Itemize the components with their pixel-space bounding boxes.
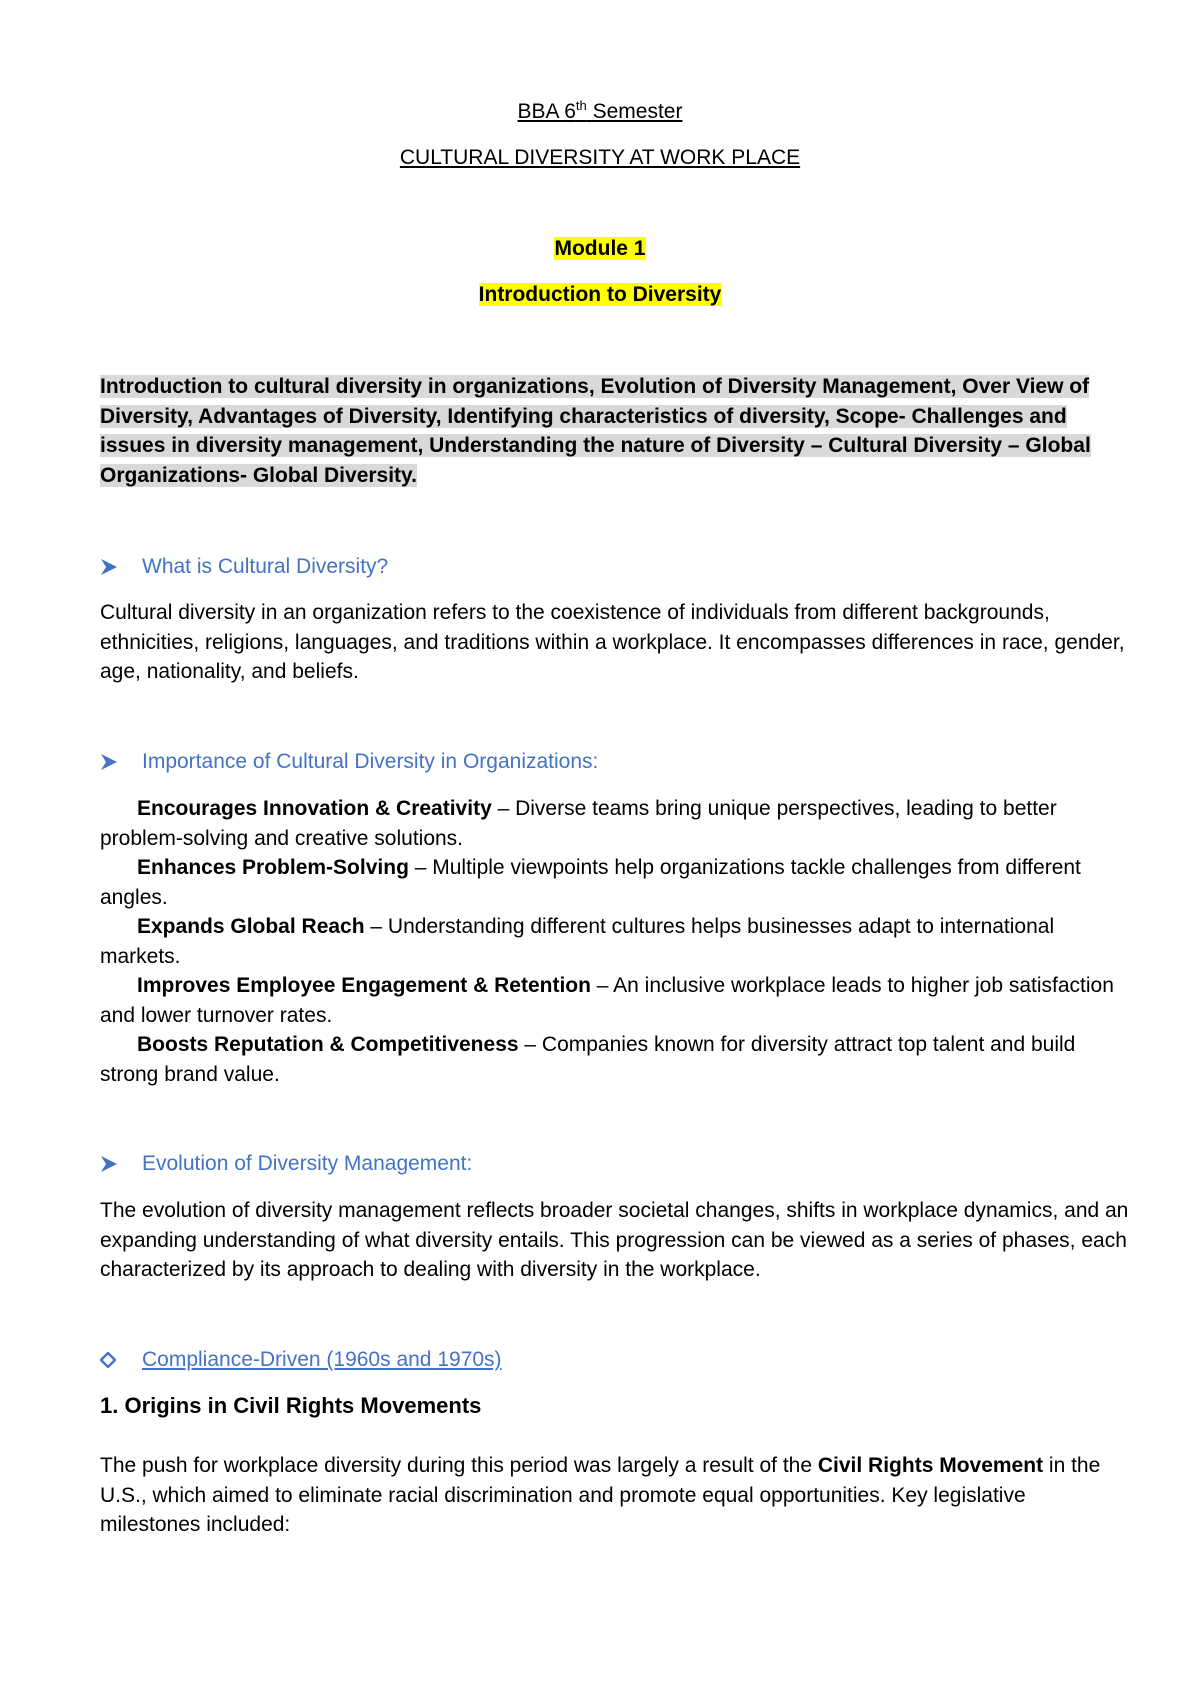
module-title-text: Introduction to Diversity [478, 283, 722, 306]
section-heading-importance [100, 748, 598, 776]
section-heading-what-is [100, 553, 388, 581]
list-item-text: – Understanding different cultures helps businesses adapt to international markets. [100, 915, 1055, 968]
compliance-text-before: The push for workplace diversity during this period was largely a result of the [100, 1454, 818, 1477]
list-item [100, 853, 1130, 912]
module-summary [100, 372, 1120, 490]
section-heading-text: What is Cultural Diversity? [142, 555, 389, 578]
arrow-bullet-icon [100, 753, 118, 771]
list-item-lead: Boosts Reputation & Competitiveness [137, 1033, 519, 1056]
what-is-paragraph: Cultural diversity in an organization refers to the coexistence of individuals from different backgrounds, ethnicities, religions, languages, and traditions within a workplace. It encompasses differences in race, gender, age, nationality, and beliefs. [100, 601, 1125, 683]
module-label [0, 235, 1200, 263]
section-heading-text: Compliance-Driven (1960s and 1970s) [142, 1348, 502, 1371]
section-heading-text: Evolution of Diversity Management: [142, 1152, 473, 1175]
course-title [0, 144, 1200, 172]
list-item-lead: Expands Global Reach [137, 915, 365, 938]
list-item-text: – Multiple viewpoints help organizations tackle challenges from different angles. [100, 856, 1081, 909]
semester-prefix: BBA 6 [517, 100, 576, 123]
compliance-text-after: in the U.S., which aimed to eliminate racial discrimination and promote equal opportunities. Key legislative milestones included: [100, 1454, 1101, 1536]
list-item-lead: Improves Employee Engagement & Retention [137, 974, 591, 997]
arrow-bullet-icon [100, 558, 118, 576]
module-title [0, 281, 1200, 309]
arrow-bullet-icon [100, 1155, 118, 1173]
list-item [100, 794, 1130, 853]
course-title-text: CULTURAL DIVERSITY AT WORK PLACE [399, 146, 801, 169]
list-item-lead: Enhances Problem-Solving [137, 856, 409, 879]
list-item [100, 1030, 1130, 1089]
compliance-text-bold: Civil Rights Movement [817, 1454, 1044, 1477]
diamond-bullet-icon [100, 1352, 116, 1368]
section-heading-compliance [100, 1346, 502, 1374]
list-item [100, 971, 1130, 1030]
list-item-text: – An inclusive workplace leads to higher job satisfaction and lower turnover rates. [100, 974, 1114, 1027]
semester-sup: th [575, 98, 587, 113]
evolution-paragraph: The evolution of diversity management reflects broader societal changes, shifts in workplace dynamics, and an expanding understanding of what diversity entails. This progression can be viewed as a series of phases, each characterized by its approach to dealing with diversity in the workplace. [100, 1199, 1129, 1281]
section-heading-text: Importance of Cultural Diversity in Organizations: [142, 750, 599, 773]
module-label-text: Module 1 [554, 237, 646, 260]
list-item-text: – Diverse teams bring unique perspectives, leading to better problem-solving and creative solutions. [100, 797, 1057, 850]
module-summary-text: Introduction to cultural diversity in organizations, Evolution of Diversity Management, Over View of Diversity, Advantages of Diversity, Identifying characteristics of diversity, Scope- Challenges and issues in diversity management, Understanding the nature of Diversity – Cultural Diversity – Global Organizations- Global Diversity. [100, 375, 1091, 487]
semester-line [0, 98, 1200, 126]
list-item-lead: Encourages Innovation & Creativity [137, 797, 492, 820]
importance-list [100, 794, 1130, 1089]
list-item [100, 912, 1130, 971]
semester-suffix: Semester [586, 100, 683, 123]
compliance-paragraph [100, 1451, 1130, 1540]
subheading-origins: 1. Origins in Civil Rights Movements [100, 1393, 482, 1418]
list-item-text: – Companies known for diversity attract top talent and build strong brand value. [100, 1033, 1076, 1086]
section-heading-evolution [100, 1150, 472, 1178]
